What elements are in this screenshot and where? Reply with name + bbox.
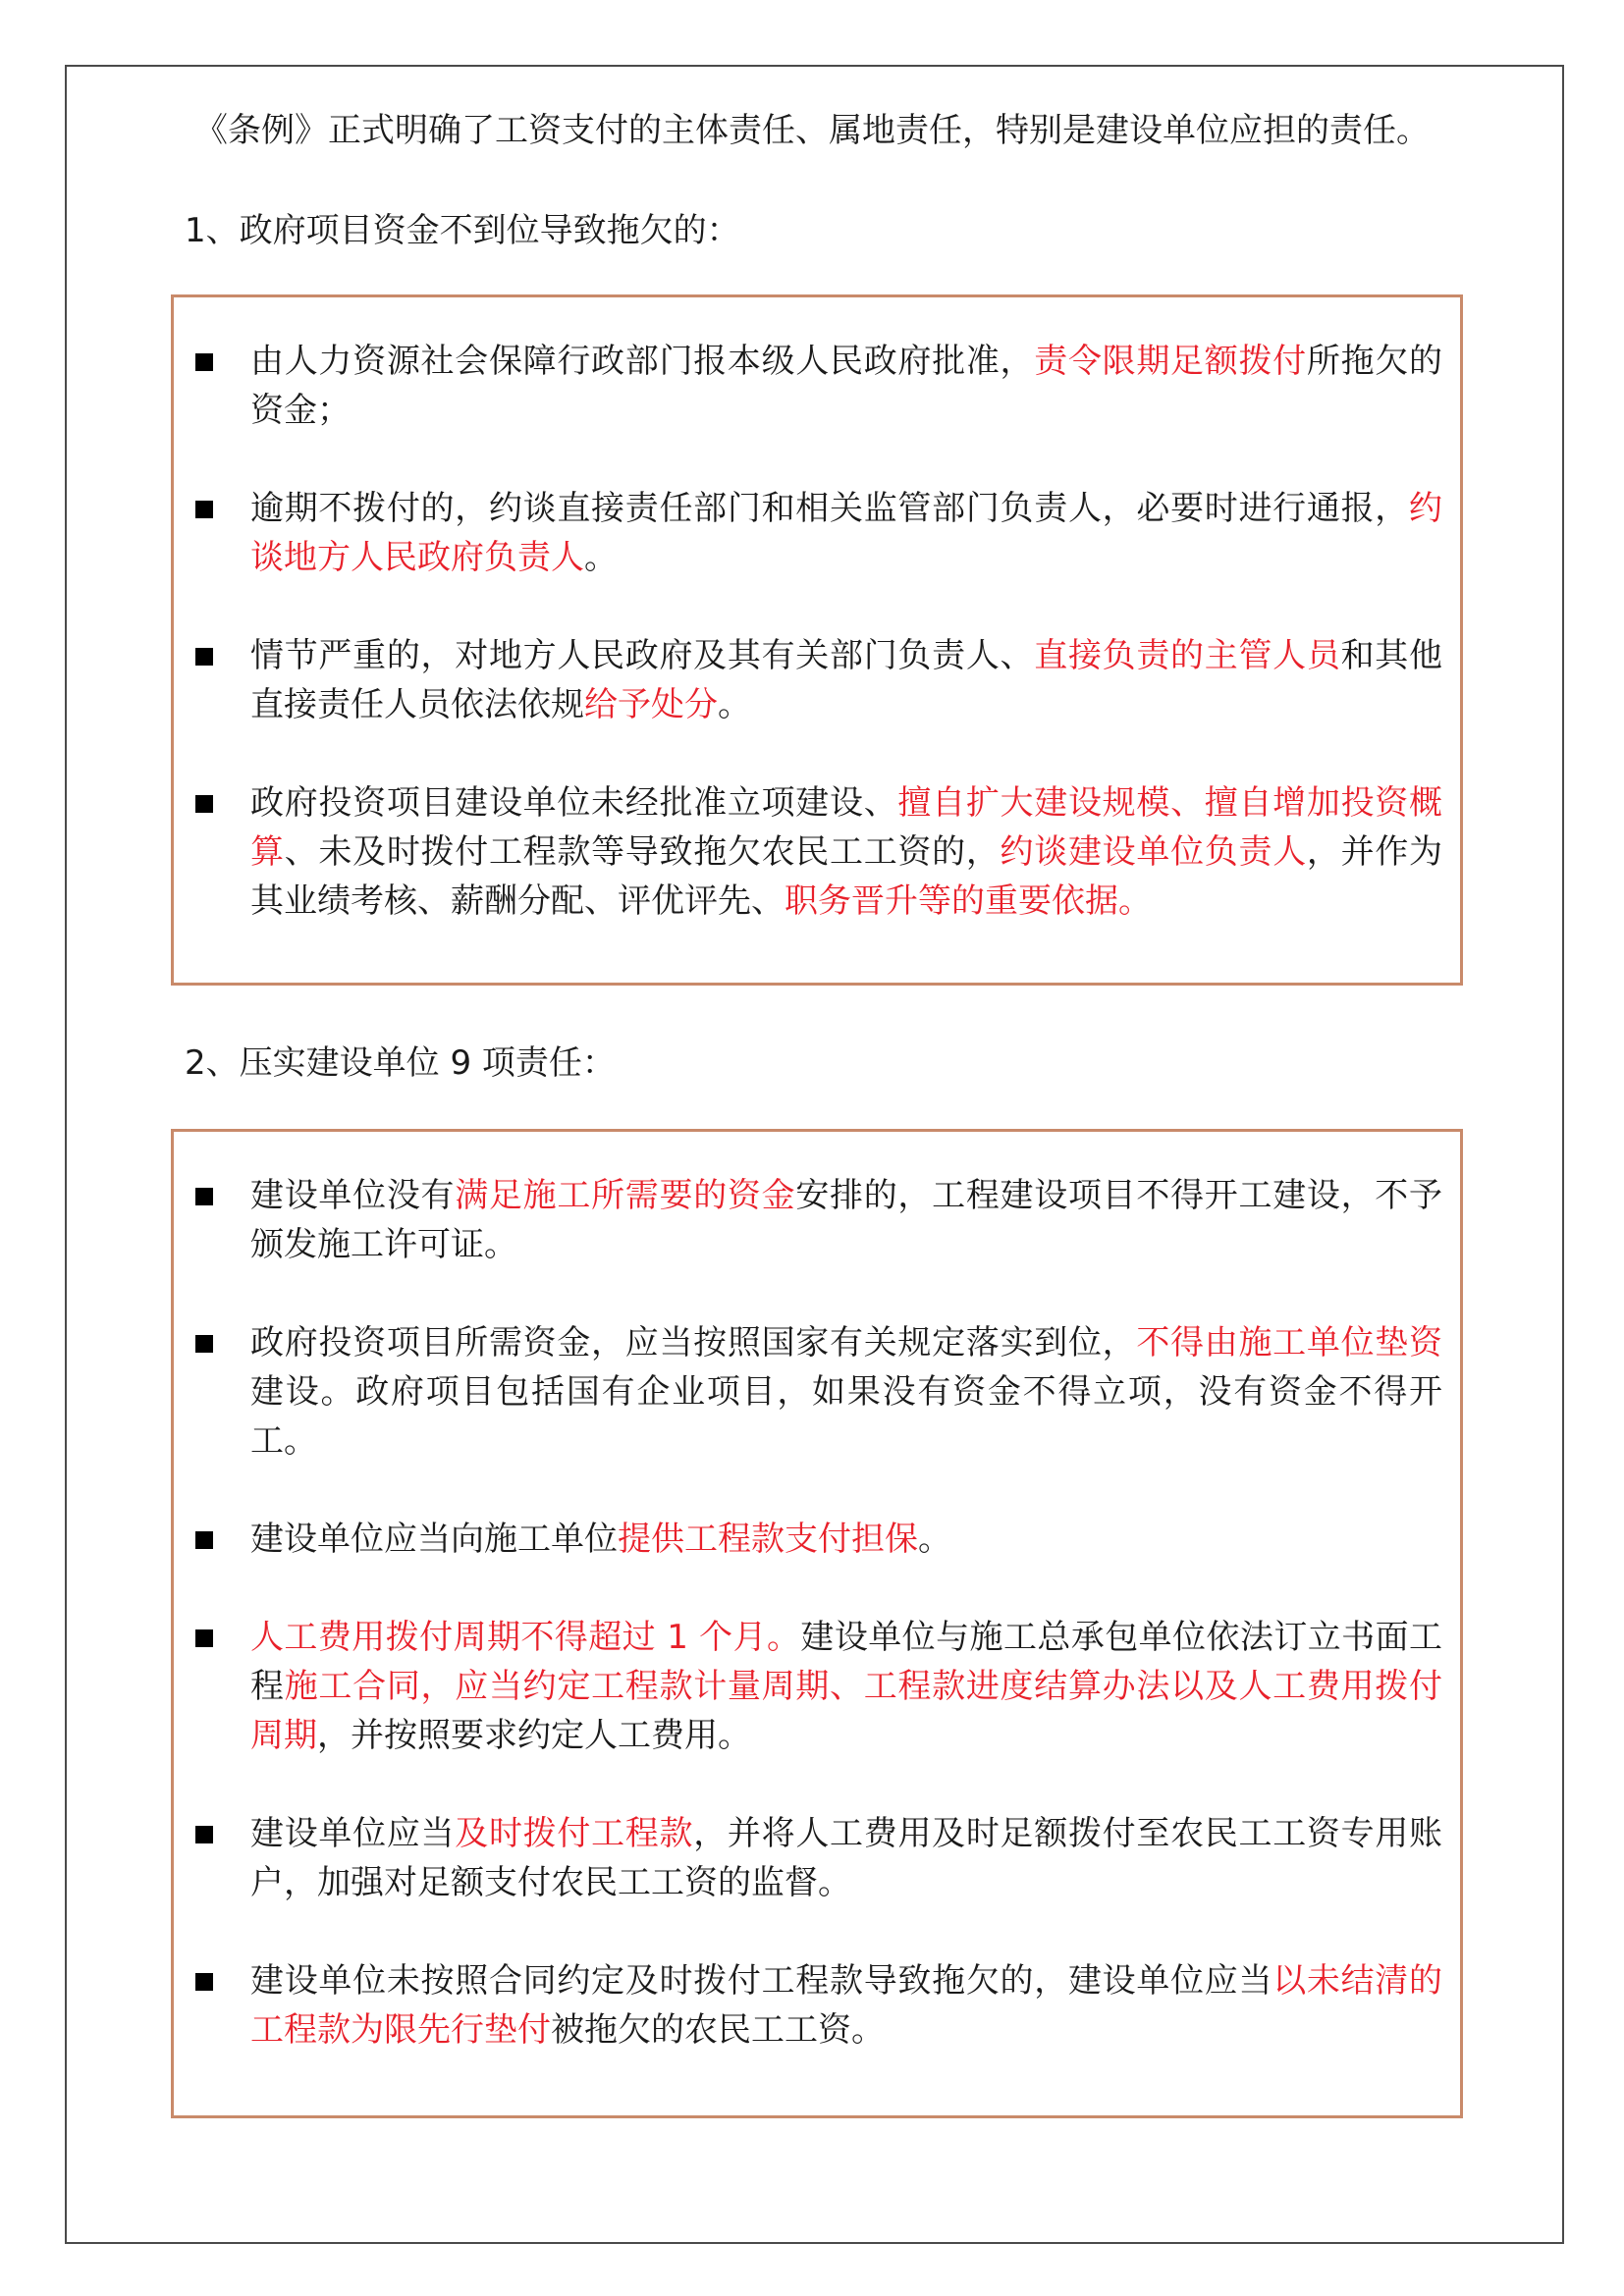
section1-heading: 1、政府项目资金不到位导致拖欠的： — [185, 211, 740, 250]
item-text: 政府投资项目建设单位未经批准立项建设、 — [250, 783, 898, 823]
item-text: 和其他直接责任人员依法依规 — [250, 636, 1443, 724]
highlighted-text: 及时拨付工程款 — [455, 1814, 694, 1853]
item-text: 建设。政府项目包括国有企业项目，如果没有资金不得立项，没有资金不得开工。 — [250, 1372, 1442, 1461]
item-text: 、未及时拨付工程款等导致拖欠农民工工资的， — [284, 832, 1001, 872]
item-text: 建设单位未按照合同约定及时拨付工程款导致拖欠的，建设单位应当 — [250, 1961, 1273, 2001]
highlighted-text: 人工费用拨付周期不得超过 1 个月。 — [250, 1618, 801, 1657]
item-text: 逾期不拨付的，约谈直接责任部门和相关监管部门负责人，必要时进行通报， — [250, 489, 1409, 528]
section2-list — [188, 1171, 1442, 2055]
item-text: 所拖欠的资金； — [250, 342, 1443, 430]
item-text: 。 — [918, 1520, 951, 1559]
square-bullet-icon — [195, 1335, 213, 1353]
square-bullet-icon — [195, 1826, 213, 1843]
list-item — [188, 1956, 1442, 2055]
item-text: ，并按照要求约定人工费用。 — [317, 1716, 751, 1755]
item-text: 政府投资项目所需资金，应当按照国家有关规定落实到位， — [250, 1323, 1137, 1362]
list-item — [188, 1171, 1442, 1269]
highlighted-text: 约谈地方人民政府负责人 — [250, 489, 1442, 577]
item-text: 建设单位应当 — [250, 1814, 456, 1853]
item-text: 建设单位应当向施工单位 — [250, 1520, 618, 1559]
highlighted-text: 直接负责的主管人员 — [1034, 636, 1341, 675]
item-text: ，并作为其业绩考核、薪酬分配、评优评先、 — [250, 832, 1443, 921]
intro-paragraph: 《条例》正式明确了工资支付的主体责任、属地责任，特别是建设单位应担的责任。 — [194, 111, 1430, 150]
highlighted-text: 擅自扩大建设规模、擅自增加投资概算 — [250, 783, 1443, 872]
list-item — [188, 1613, 1442, 1760]
highlighted-text: 满足施工所需要的资金 — [455, 1176, 796, 1215]
item-text: 由人力资源社会保障行政部门报本级人民政府批准， — [250, 342, 1035, 381]
highlighted-text: 以未结清的工程款为限先行垫付 — [250, 1961, 1443, 2050]
square-bullet-icon — [195, 1188, 213, 1205]
highlighted-text: 给予处分 — [584, 685, 718, 724]
list-item — [188, 484, 1442, 582]
section2-box — [171, 1129, 1463, 2118]
item-text: 建设单位没有 — [250, 1176, 456, 1215]
item-text: ，并将人工费用及时足额拨付至农民工工资专用账户，加强对足额支付农民工工资的监督。 — [250, 1814, 1443, 1902]
item-text: 被拖欠的农民工工资。 — [551, 2010, 885, 2050]
list-item — [188, 1515, 1442, 1564]
highlighted-text: 职务晋升等的重要依据。 — [785, 881, 1152, 921]
highlighted-text: 施工合同，应当约定工程款计量周期、工程款进度结算办法以及人工费用拨付周期 — [250, 1667, 1443, 1755]
highlighted-text: 不得由施工单位垫资 — [1136, 1323, 1443, 1362]
item-text: 建设单位与施工总承包单位依法订立书面工程 — [250, 1618, 1443, 1706]
section1-box — [171, 294, 1463, 986]
item-text: 安排的，工程建设项目不得开工建设，不予颁发施工许可证。 — [250, 1176, 1443, 1264]
highlighted-text: 责令限期足额拨付 — [1034, 342, 1307, 381]
square-bullet-icon — [195, 795, 213, 813]
list-item — [188, 337, 1442, 435]
item-text: 情节严重的，对地方人民政府及其有关部门负责人、 — [250, 636, 1035, 675]
list-item — [188, 1318, 1442, 1466]
list-item — [188, 1809, 1442, 1907]
square-bullet-icon — [195, 353, 213, 371]
item-text: 。 — [584, 538, 618, 577]
square-bullet-icon — [195, 1531, 213, 1549]
item-text: 。 — [718, 685, 751, 724]
square-bullet-icon — [195, 1629, 213, 1647]
highlighted-text: 约谈建设单位负责人 — [1000, 832, 1307, 872]
list-item — [188, 631, 1442, 729]
square-bullet-icon — [195, 648, 213, 666]
section2-heading: 2、压实建设单位 9 项责任： — [185, 1043, 616, 1083]
square-bullet-icon — [195, 501, 213, 518]
list-item — [188, 778, 1442, 926]
highlighted-text: 提供工程款支付担保 — [618, 1520, 918, 1559]
section1-list — [188, 337, 1442, 926]
square-bullet-icon — [195, 1973, 213, 1991]
